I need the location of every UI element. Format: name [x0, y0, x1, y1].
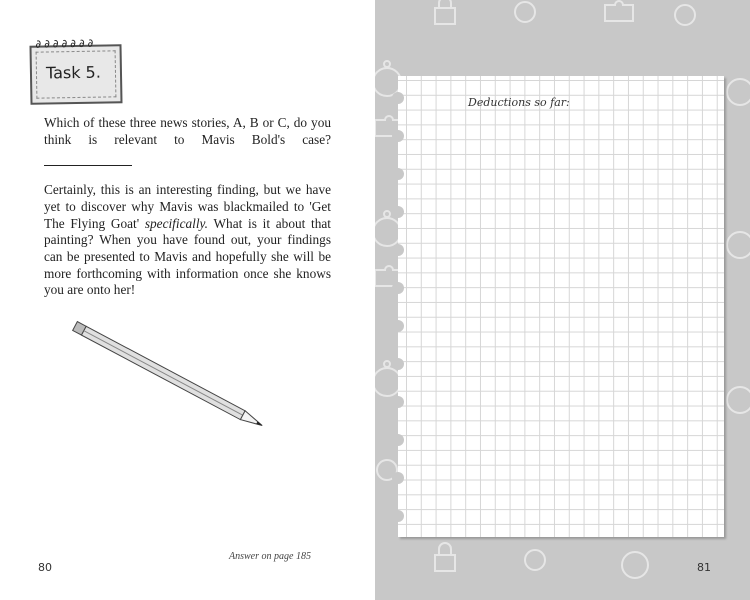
lightbulb-icon [515, 2, 535, 22]
stopwatch-icon [727, 387, 750, 413]
lightbulb-icon [675, 5, 695, 25]
stopwatch-icon [622, 552, 648, 578]
stopwatch-icon [727, 79, 750, 105]
answer-note: Answer on page 185 [229, 551, 311, 562]
grid-notepad[interactable] [398, 76, 724, 537]
padlock-icon [435, 543, 455, 571]
question-paragraph: Which of these three news stories, A, B or C, do you think is relevant to Mavis Bold's case? [44, 115, 331, 166]
padlock-icon [435, 0, 455, 24]
notepad-heading: Deductions so far: [468, 96, 570, 109]
right-page [375, 0, 750, 600]
puzzle-icon [605, 1, 633, 21]
torn-spiral-edge [392, 76, 416, 537]
page-number-right: 81 [697, 561, 711, 574]
page-number-left: 80 [38, 561, 52, 574]
spiral-rings-icon: ∂∂∂∂∂∂∂ [35, 36, 97, 51]
lightbulb-icon [525, 550, 545, 570]
stopwatch-icon [727, 232, 750, 258]
task-title: Task 5. [45, 62, 102, 83]
story-paragraph: Certainly, this is an interesting finding, but we have yet to discover why Mavis was blackmailed to 'Get The Flying Goat' specifically. What is it about that painting? When you have found out, your findings can be presented to Mavis and hopefully she will be more forthcoming with information once she knows you are onto her! [44, 182, 331, 298]
